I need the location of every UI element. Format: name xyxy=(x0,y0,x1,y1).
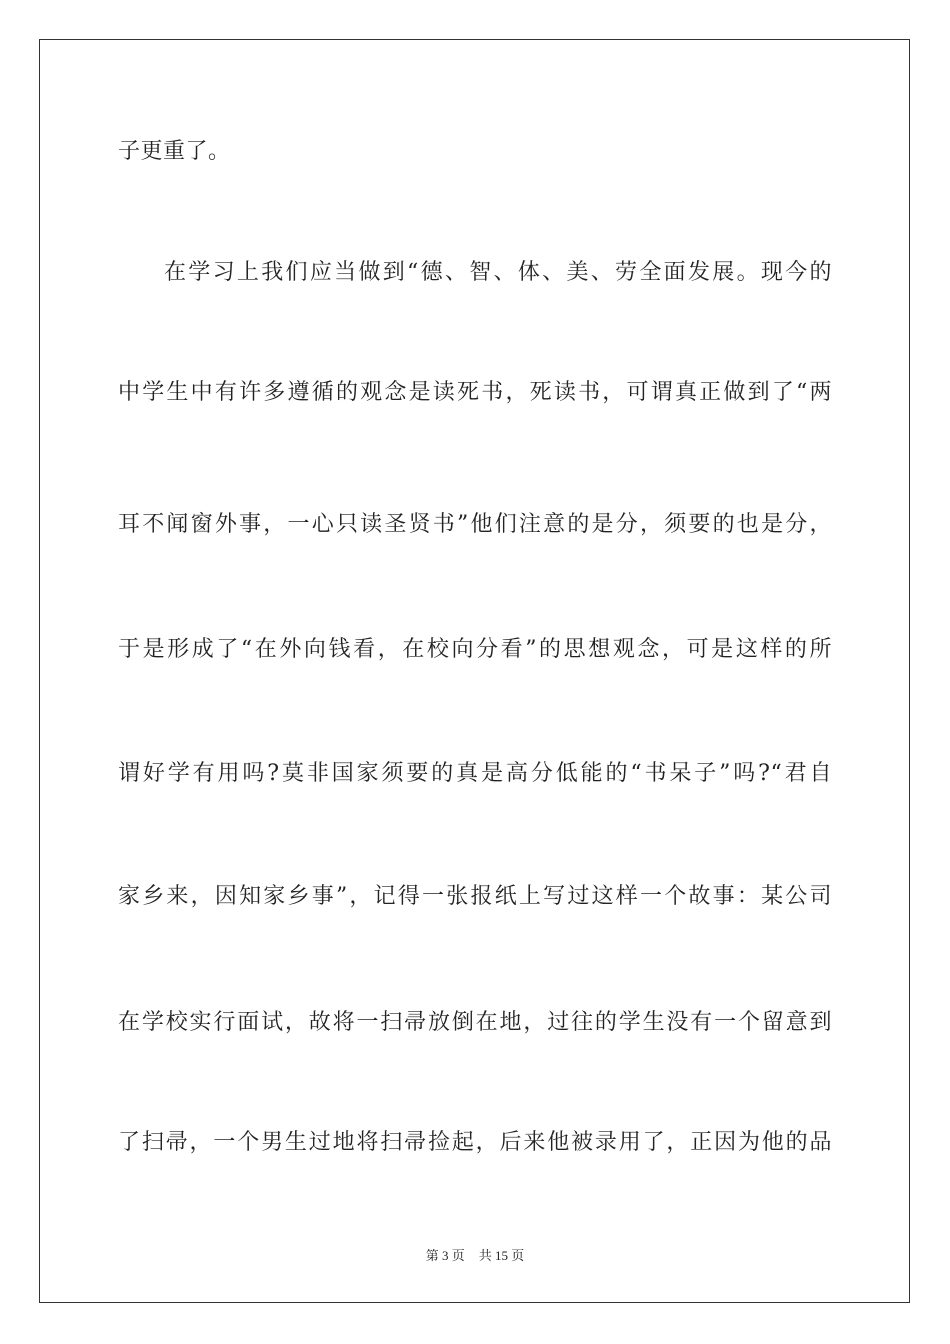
text-line-6: 谓好学有用吗?莫非国家须要的真是高分低能的“书呆子”吗?“君自 xyxy=(118,761,832,786)
text-line-4: 耳不闻窗外事，一心只读圣贤书”他们注意的是分，须要的也是分， xyxy=(118,512,832,537)
page-number: 第 3 页 xyxy=(425,1248,465,1263)
paragraph-start-line: 在学习上我们应当做到“德、智、体、美、劳全面发展。现今的 xyxy=(164,260,832,285)
text-line-9: 了扫帚，一个男生过地将扫帚捡起，后来他被录用了，正因为他的品 xyxy=(118,1130,832,1155)
text-line-7: 家乡来，因知家乡事”，记得一张报纸上写过这样一个故事：某公司 xyxy=(118,884,832,909)
text-line-3: 中学生中有许多遵循的观念是读死书，死读书，可谓真正做到了“两 xyxy=(118,380,832,405)
total-pages: 共 15 页 xyxy=(478,1248,525,1263)
page-footer xyxy=(0,1247,950,1265)
text-line-1: 子更重了。 xyxy=(118,139,231,164)
text-line-5: 于是形成了“在外向钱看，在校向分看”的思想观念，可是这样的所 xyxy=(118,637,832,662)
page-border xyxy=(39,39,910,1303)
text-line-8: 在学校实行面试，故将一扫帚放倒在地，过往的学生没有一个留意到 xyxy=(118,1010,832,1035)
